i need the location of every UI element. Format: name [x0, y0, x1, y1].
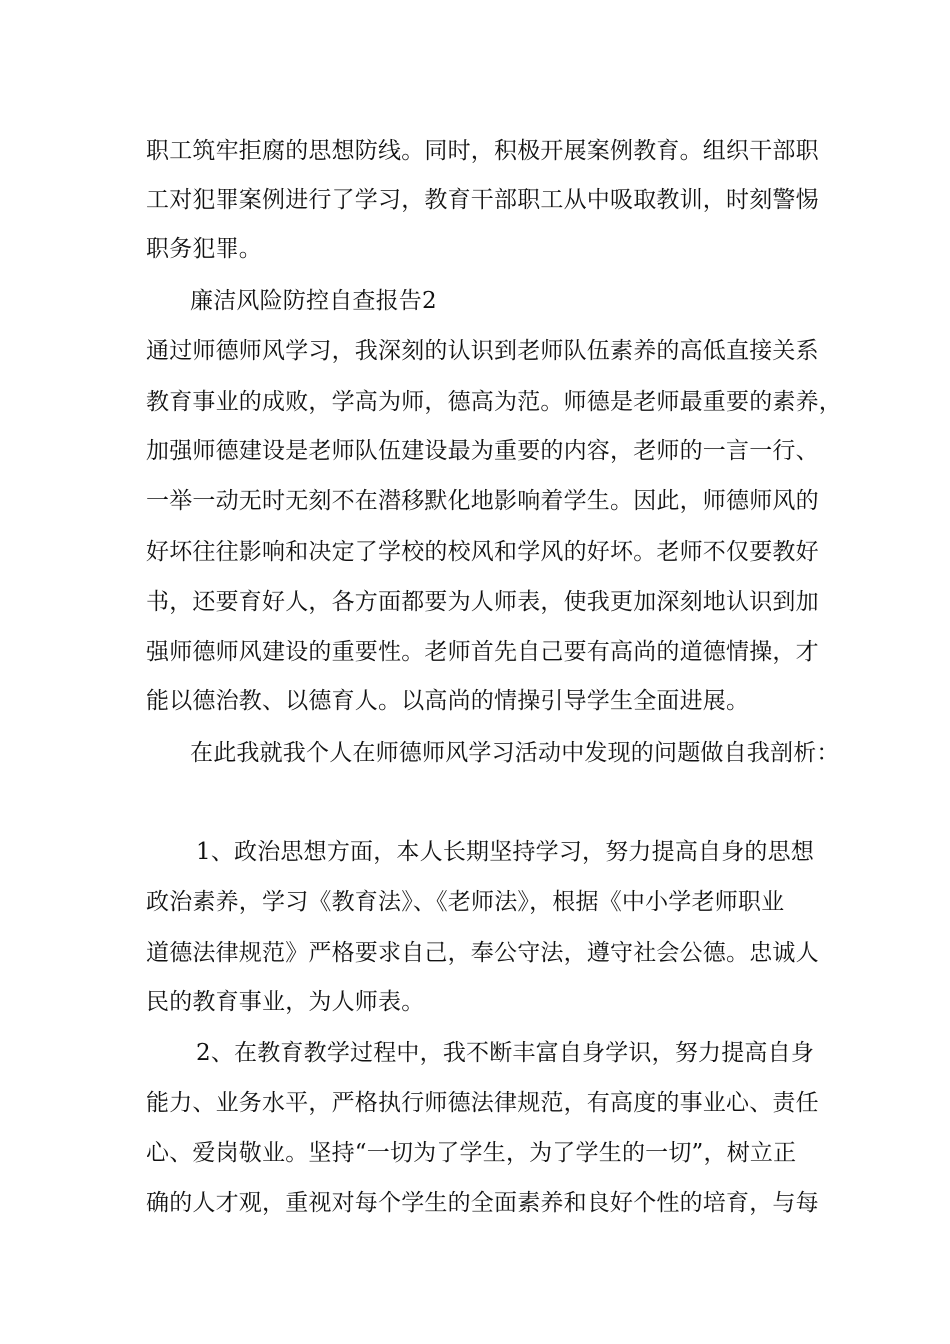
list-item-line: 2、在教育教学过程中，我不断丰富自身学识，努力提高自身	[196, 1040, 815, 1066]
paragraph-line: 加强师德建设是老师队伍建设最为重要的内容，老师的一言一行、	[146, 438, 819, 464]
paragraph-line: 书，还要育好人，各方面都要为人师表，使我更加深刻地认识到加	[146, 589, 819, 615]
paragraph-line: 职工筑牢拒腐的思想防线。同时，积极开展案例教育。组织干部职	[146, 138, 819, 164]
list-item-line: 民的教育事业，为人师表。	[146, 989, 425, 1015]
section-heading: 廉洁风险防控自查报告2	[190, 288, 437, 314]
paragraph-line: 在此我就我个人在师德师风学习活动中发现的问题做自我剖析：	[190, 740, 840, 766]
paragraph-line: 能以德治教、以德育人。以高尚的情操引导学生全面进展。	[146, 688, 750, 714]
list-item-line: 能力、业务水平，严格执行师德法律规范，有高度的事业心、责任	[146, 1090, 819, 1116]
paragraph-line: 通过师德师风学习，我深刻的认识到老师队伍素养的高低直接关系	[146, 338, 819, 364]
list-item-line: 道德法律规范》严格要求自己，奉公守法，遵守社会公德。忠诚人	[146, 940, 819, 966]
list-item-line: 1、政治思想方面，本人长期坚持学习，努力提高自身的思想	[196, 839, 815, 865]
list-item-line: 心、爱岗敬业。坚持“一切为了学生，为了学生的一切”，树立正	[146, 1140, 797, 1166]
paragraph-line: 工对犯罪案例进行了学习，教育干部职工从中吸取教训，时刻警惕	[146, 187, 819, 213]
paragraph-line: 强师德师风建设的重要性。老师首先自己要有高尚的道德情操，才	[146, 639, 819, 665]
list-item-line: 确的人才观，重视对每个学生的全面素养和良好个性的培育，与每	[146, 1190, 819, 1216]
paragraph-line: 好坏往往影响和决定了学校的校风和学风的好坏。老师不仅要教好	[146, 539, 819, 565]
paragraph-line: 职务犯罪。	[146, 236, 262, 262]
paragraph-line: 教育事业的成败，学高为师，德高为范。师德是老师最重要的素养，	[146, 389, 842, 415]
list-item-line: 政治素养，学习《教育法》、《老师法》，根据《中小学老师职业	[146, 889, 785, 915]
paragraph-line: 一举一动无时无刻不在潜移默化地影响着学生。因此，师德师风的	[146, 488, 819, 514]
